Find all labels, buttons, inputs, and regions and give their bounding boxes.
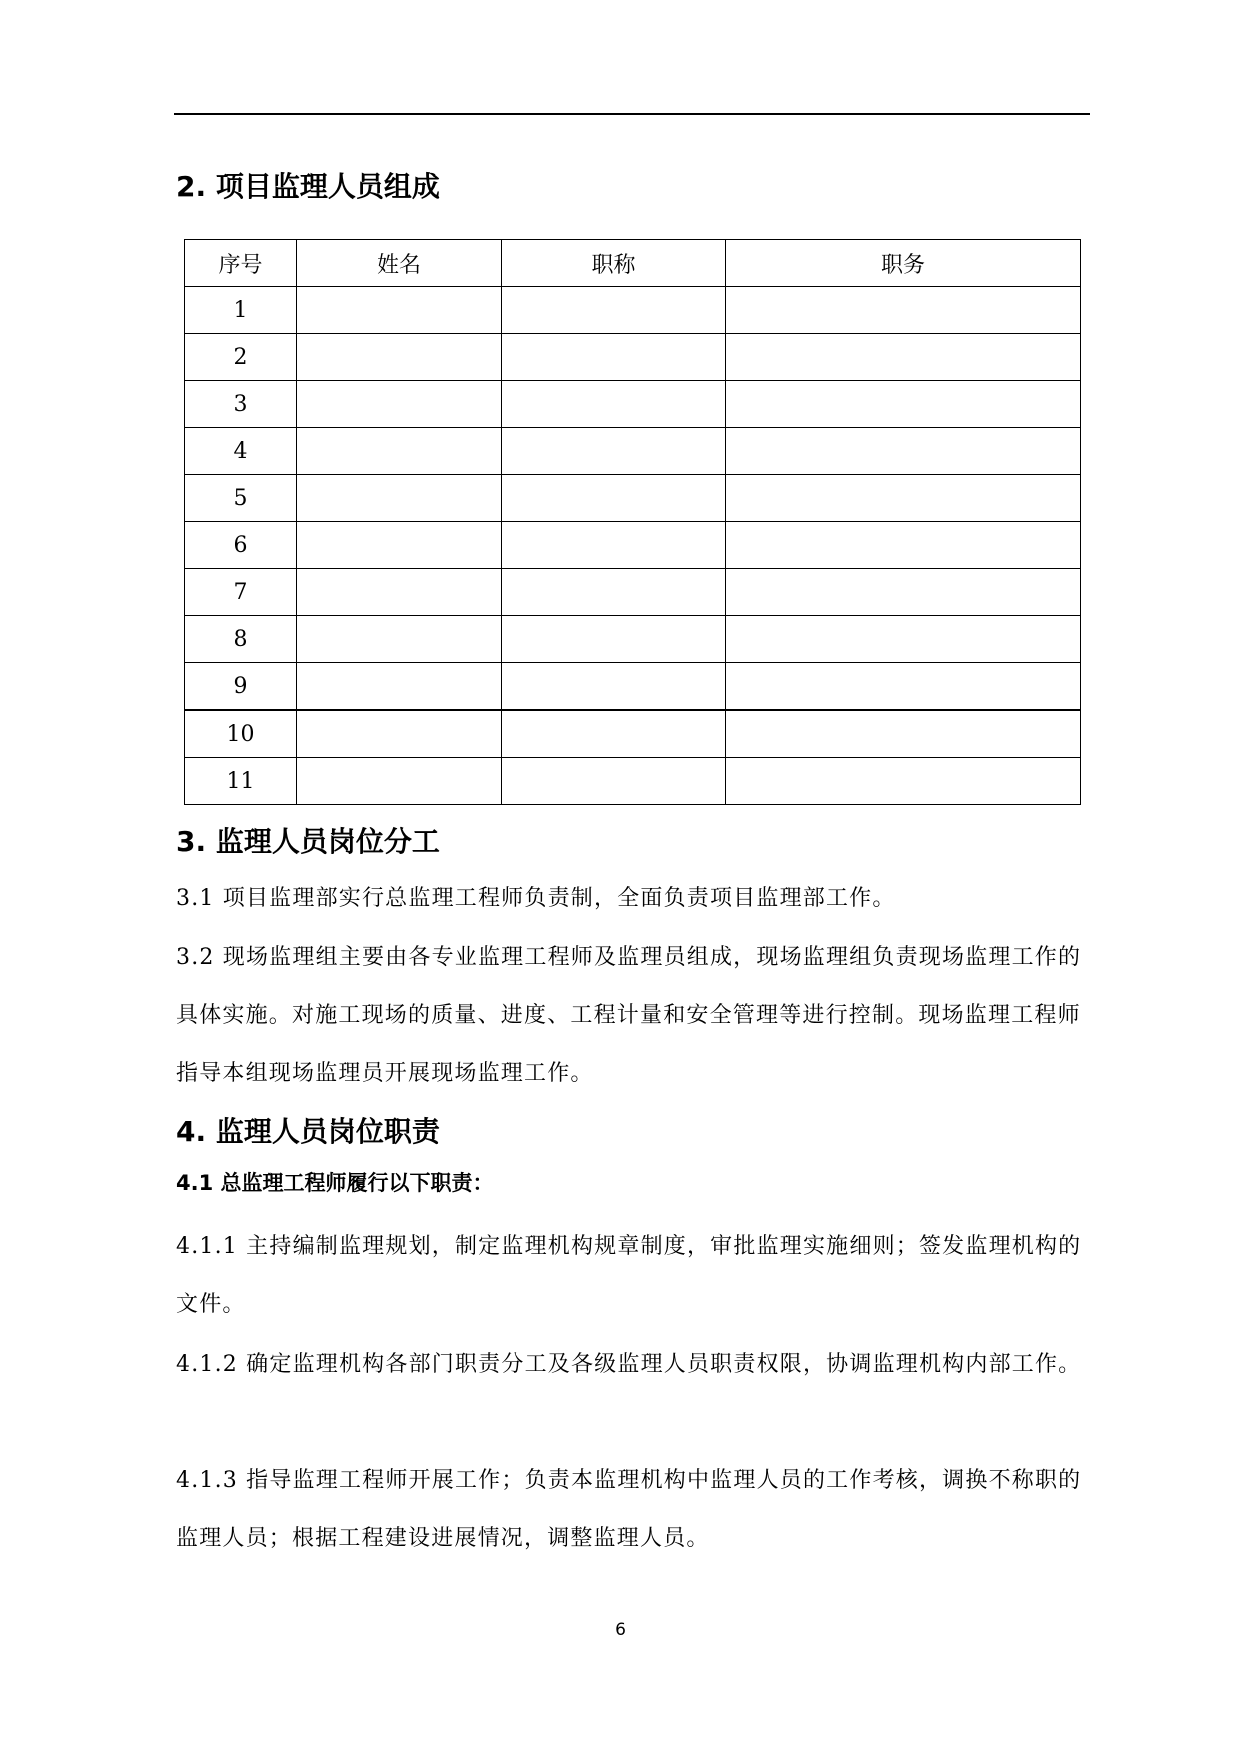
table-row (185, 522, 1081, 569)
position-cell[interactable] (726, 569, 1081, 616)
name-cell[interactable] (297, 334, 502, 381)
paragraph-4-1-3: 4.1.3 指导监理工程师开展工作；负责本监理机构中监理人员的工作考核，调换不称职的监理人员；根据工程建设进展情况，调整监理人员。 (176, 1468, 1082, 1551)
position-cell[interactable] (726, 475, 1081, 522)
row-index: 11 (185, 758, 297, 805)
row-index: 1 (185, 287, 297, 334)
title-cell[interactable] (502, 569, 726, 616)
section-4-heading: 4. 监理人员岗位职责 (176, 1115, 440, 1148)
table-row (185, 710, 1081, 758)
position-cell[interactable] (726, 381, 1081, 428)
table-row (185, 616, 1081, 663)
title-cell[interactable] (502, 616, 726, 663)
title-cell[interactable] (502, 663, 726, 711)
name-cell[interactable] (297, 616, 502, 663)
position-cell[interactable] (726, 616, 1081, 663)
name-cell[interactable] (297, 381, 502, 428)
table-header-row (185, 240, 1081, 287)
section-3-heading: 3. 监理人员岗位分工 (176, 825, 440, 858)
personnel-table (184, 239, 1081, 805)
position-cell[interactable] (726, 287, 1081, 334)
name-cell[interactable] (297, 428, 502, 475)
title-cell[interactable] (502, 381, 726, 428)
name-cell[interactable] (297, 475, 502, 522)
section-4-1-subheading: 4.1 总监理工程师履行以下职责： (176, 1171, 494, 1195)
title-cell[interactable] (502, 475, 726, 522)
paragraph-4-1-1: 4.1.1 主持编制监理规划，制定监理机构规章制度，审批监理实施细则；签发监理机构的文件。 (176, 1234, 1082, 1317)
title-cell[interactable] (502, 522, 726, 569)
paragraph-3-1: 3.1 项目监理部实行总监理工程师负责制，全面负责项目监理部工作。 (176, 886, 896, 911)
table-row (185, 475, 1081, 522)
row-index: 9 (185, 663, 297, 711)
col-header-position: 职务 (726, 240, 1081, 287)
position-cell[interactable] (726, 522, 1081, 569)
name-cell[interactable] (297, 522, 502, 569)
table-row (185, 758, 1081, 805)
name-cell[interactable] (297, 758, 502, 805)
row-index: 4 (185, 428, 297, 475)
paragraph-4-1-2: 4.1.2 确定监理机构各部门职责分工及各级监理人员职责权限，协调监理机构内部工作。 (176, 1352, 1082, 1377)
row-index: 2 (185, 334, 297, 381)
table-row (185, 569, 1081, 616)
col-header-name: 姓名 (297, 240, 502, 287)
title-cell[interactable] (502, 758, 726, 805)
page-number: 6 (615, 1620, 626, 1640)
name-cell[interactable] (297, 287, 502, 334)
name-cell[interactable] (297, 569, 502, 616)
table-row (185, 428, 1081, 475)
row-index: 6 (185, 522, 297, 569)
table-row (185, 663, 1081, 711)
row-index: 3 (185, 381, 297, 428)
table-row (185, 334, 1081, 381)
table-row (185, 381, 1081, 428)
paragraph-3-2: 3.2 现场监理组主要由各专业监理工程师及监理员组成，现场监理组负责现场监理工作的具体实施。对施工现场的质量、进度、工程计量和安全管理等进行控制。现场监理工程师指导本组现场监理员开展现场监理工作。 (176, 945, 1082, 1086)
position-cell[interactable] (726, 334, 1081, 381)
row-index: 8 (185, 616, 297, 663)
col-header-index: 序号 (185, 240, 297, 287)
row-index: 5 (185, 475, 297, 522)
position-cell[interactable] (726, 428, 1081, 475)
table-row (185, 287, 1081, 334)
name-cell[interactable] (297, 710, 502, 758)
col-header-title: 职称 (502, 240, 726, 287)
position-cell[interactable] (726, 663, 1081, 711)
header-rule (174, 113, 1090, 115)
position-cell[interactable] (726, 710, 1081, 758)
row-index: 10 (185, 710, 297, 758)
name-cell[interactable] (297, 663, 502, 711)
position-cell[interactable] (726, 758, 1081, 805)
title-cell[interactable] (502, 334, 726, 381)
title-cell[interactable] (502, 428, 726, 475)
title-cell[interactable] (502, 710, 726, 758)
row-index: 7 (185, 569, 297, 616)
section-2-heading: 2. 项目监理人员组成 (176, 170, 440, 203)
title-cell[interactable] (502, 287, 726, 334)
